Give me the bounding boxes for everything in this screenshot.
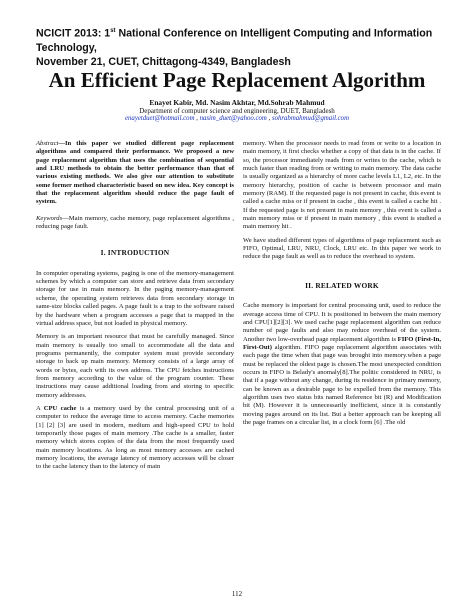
- related-p1-part-a: Cache memory is important for central processing unit, used to reduce the average access time of CPU. It is positioned in between the main memory and CPU[1][2][3]. We used cache page replacement algorithm can reduce number of page faults and also may reduce overhead of the system. Another two low-overhead page replacement algorithm is: [243, 302, 441, 343]
- email-link[interactable]: nasim_duet@yahoo.com: [199, 115, 267, 122]
- keywords-label: Keywords: [36, 214, 63, 222]
- intro-p3-rest: is a memory used by the central processing unit of a computer to reduce the average time to access memory. Cache memories [1] [2] [3] are used in modern, medium and high-speed CPU to hold temporarily those pages of main memory .The cache is a smaller, faster memory which stores copies of the data from the most frequently used main memory locations. As long as most memory accesses are cached memory locations, the average latency of memory accesses will be closer to the cache latency than to the latency of main: [36, 404, 234, 471]
- author-list: Enayet Kabir, Md. Nasim Akhtar, Md.Sohrab Mahmud: [149, 98, 325, 107]
- conference-line2: November 21, CUET, Chittagong-4349, Bangladesh: [36, 55, 291, 68]
- keywords: [36, 215, 234, 232]
- email-link[interactable]: enayetduet@hotmail.com: [125, 115, 195, 122]
- intro-paragraph-5: We have studied different types of algorithms of page replacement such as FIFO, Optimal, LRU, NRU, Clock, LRU etc. In this paper we work to reduce the page fault as well as to reduce the overhead to system.: [243, 236, 441, 261]
- author-emails: [0, 115, 474, 124]
- left-column: [36, 140, 234, 472]
- email-separator: ,: [194, 115, 200, 122]
- abstract-text: In this paper we studied different page replacement algorithms and compared their performance. We proposed a new page replacement algorithm that uses the combination of sequential and LRU methods to obtain the better performance than that of various existing methods. We also give our attention to substitute some former method characteristic based on new idea. Key concept is that the replacement algorithm should reduce the page fault of system.: [36, 140, 234, 206]
- conference-header: [36, 24, 446, 69]
- abstract: [36, 140, 234, 207]
- related-p1-part-b: algorithm. FIFO page replacement algorithm associates with each page the time when that page was brought into memory.when a page must be replaced the oldest page is chosen.The most unexpected condition occurs in FIFO is Belady's anomaly[8].The politic considered in NRU, is that if a page without any change, during its residence in primary memory, can be known as a desirable page to be expelled from the memory. This algorithm uses two status bits named Reference bit (R) and Modification bit (M). However it is unnecessarily inefficient, since it is constantly moving pages around on its list. But a better approach can be keeping all the page frames on a circular list, in a clock form [6] .The old: [243, 343, 441, 426]
- intro-paragraph-1: In computer operating systems, paging is one of the memory-management schemes by which a computer can store and retrieve data from secondary storage for use in main memory. In the paging memory-management scheme, the operating system retrieves data from secondary storage in same-size blocks called pages. A page fault is a trap to the software raised by the hardware when a program accesses a page that is mapped in the virtual address space, but not loaded in physical memory.: [36, 269, 234, 327]
- paper-title: An Efficient Page Replacement Algorithm: [48, 68, 426, 92]
- affiliation: Department of computer science and engineering, DUET, Bangladesh: [139, 107, 335, 115]
- section-heading-introduction: I. INTRODUCTION: [100, 248, 170, 258]
- keywords-dash: —: [62, 214, 69, 222]
- abstract-label: Abstract: [36, 140, 59, 147]
- intro-paragraph-3: [36, 405, 234, 472]
- email-separator: ,: [266, 115, 272, 122]
- intro-p3-prefix: A: [36, 404, 44, 412]
- abstract-dash: —: [58, 140, 65, 147]
- conference-line1-superscript: st: [110, 28, 116, 34]
- email-link[interactable]: sohrabmahmud@gmail.com: [271, 115, 349, 122]
- section-heading-related-work: II. RELATED WORK: [305, 280, 379, 290]
- intro-paragraph-4: memory. When the processor needs to read from or write to a location in main memory, it first checks whether a copy of that data is in the cache. If so, the processor immediately reads from or writes to the cache, which is much faster than reading from or writing to main memory. The data cache is usually organized as a hierarchy of more cache levels L1, L2, etc. In the memory hierarchy, position of cache is between processor and main memory (RAM). If the requested page is not present in cache, this event is called a cache miss or if present in cache , this event is called a cache hit . If the requested page is not present in main memory , this event is called a main memory miss or if present in main memory , this event is studied a main memory hit .: [243, 140, 441, 231]
- keywords-text: Main memory, cache memory, page replacement algorithms , reducing page fault.: [36, 214, 234, 231]
- conference-line1-suffix: National Conference on Intelligent Computing and Information Technology,: [36, 27, 433, 54]
- intro-paragraph-2: Memory is an important resource that must be carefully managed. Since main memory is usually too small to accommodate all the data and programs permanently, the computer system must provide secondary storage to back up main memory. Memory consists of a large array of words or bytes, each with its own address. The CPU fetches instructions from memory according to the value of the program counter. These instructions may cause additional loading from and storing to specific memory addresses.: [36, 333, 234, 399]
- term-cpu-cache: CPU cache: [43, 404, 77, 412]
- conference-line1-prefix: NCICIT 2013: 1: [36, 27, 111, 40]
- page-number: 112: [231, 590, 243, 598]
- term-fifo: FIFO (First-In, First-Out): [243, 335, 441, 351]
- related-paragraph-1: [243, 302, 441, 427]
- right-column: [243, 140, 441, 427]
